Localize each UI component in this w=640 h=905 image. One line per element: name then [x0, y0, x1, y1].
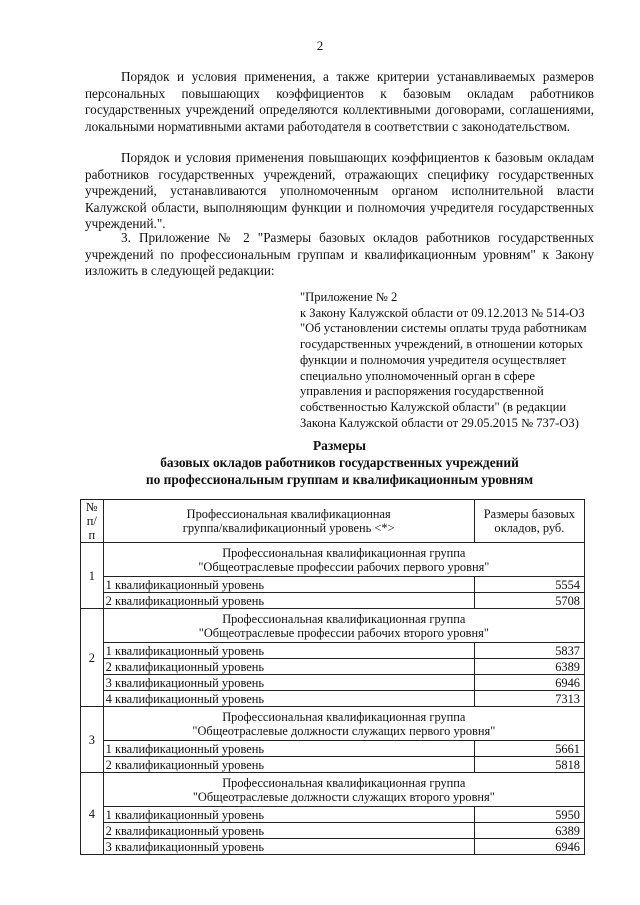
level-name: 3 квалификационный уровень	[103, 675, 474, 691]
level-value: 5708	[474, 593, 584, 609]
group-title	[103, 543, 584, 577]
level-value: 5950	[474, 807, 584, 823]
level-name: 4 квалификационный уровень	[103, 691, 474, 707]
paragraph-specific-coefficients: Порядок и условия применения повышающих коэффициентов к базовым окладам работников государственных учреждений, отражающих специфику государственных учреждений, устанавливаются уполномоченным органом исполнительной власти Калужской области, выполняющим функции и полномочия учредителя государственных учреждений.".	[85, 150, 594, 232]
table-title: Размеры	[312, 438, 367, 453]
level-value: 5818	[474, 757, 584, 773]
table-row	[81, 823, 585, 839]
level-name: 2 квалификационный уровень	[103, 823, 474, 839]
header-name-cell	[103, 500, 474, 543]
table-row	[81, 659, 585, 675]
level-name: 2 квалификационный уровень	[103, 757, 474, 773]
group-number: 2	[81, 609, 104, 707]
level-value: 6389	[474, 823, 584, 839]
group-number: 1	[81, 543, 104, 609]
group-row	[81, 773, 585, 807]
group-title	[103, 707, 584, 741]
group-row	[81, 707, 585, 741]
group-row	[81, 543, 585, 577]
group-title	[103, 773, 584, 807]
table-row	[81, 691, 585, 707]
table-subtitle: базовых окладов работников государственных учреждений	[160, 455, 519, 470]
annex-line: "Об установлении системы оплаты труда работникам	[300, 321, 587, 336]
group-title-line: Профессиональная квалификационная группа	[222, 611, 466, 626]
group-title	[103, 609, 584, 643]
annex-line: к Закону Калужской области от 09.12.2013 № 514-ОЗ	[300, 305, 585, 320]
annex-line: функции и полномочия учредителя осуществляет	[300, 352, 566, 367]
annex-line: "Приложение № 2	[300, 290, 398, 304]
level-value: 6389	[474, 659, 584, 675]
group-title-line: "Общеотраслевые профессии рабочих первого уровня"	[198, 559, 490, 574]
header-number-label: п/п	[86, 514, 97, 542]
group-number: 3	[81, 707, 104, 773]
header-value-label: окладов, руб.	[494, 521, 565, 535]
header-value-label: Размеры базовых	[483, 507, 575, 521]
header-number-cell	[81, 500, 104, 543]
annex-line: Закона Калужской области от 29.05.2015 № 737-ОЗ)	[300, 415, 579, 430]
level-value: 6946	[474, 675, 584, 691]
table-header-row	[81, 500, 585, 543]
level-name: 2 квалификационный уровень	[103, 593, 474, 609]
group-row	[81, 609, 585, 643]
group-title-line: "Общеотраслевые должности служащих второго уровня"	[192, 789, 495, 804]
level-name: 1 квалификационный уровень	[103, 741, 474, 757]
group-title-line: Профессиональная квалификационная группа	[222, 775, 466, 790]
table-row	[81, 757, 585, 773]
annex-line: управления и распоряжения государственной	[300, 384, 544, 399]
level-name: 1 квалификационный уровень	[103, 577, 474, 593]
group-title-line: "Общеотраслевые должности служащих первого уровня"	[192, 723, 496, 738]
table-row	[81, 675, 585, 691]
header-name-label: группа/квалификационный уровень <*>	[182, 521, 395, 535]
paragraph-annex-amendment: 3. Приложение № 2 "Размеры базовых окладов работников государственных учреждений по профессиональным группам и квалификационным уровням" к Закону изложить в следующей редакции:	[85, 230, 594, 279]
level-value: 7313	[474, 691, 584, 707]
level-name: 1 квалификационный уровень	[103, 807, 474, 823]
table-row	[81, 807, 585, 823]
level-value: 6946	[474, 839, 584, 855]
paragraph-personal-coefficients: Порядок и условия применения, а также критерии устанавливаемых размеров персональных повышающих коэффициентов к базовым окладам работников государственных учреждений определяются коллективными договорами, соглашениями, локальными нормативными актами работодателя в соответствии с законодательством.	[85, 69, 594, 134]
annex-line: собственностью Калужской области" (в редакции	[300, 399, 567, 414]
group-title-line: "Общеотраслевые профессии рабочих второго уровня"	[198, 625, 489, 640]
table-row	[81, 643, 585, 659]
table-subtitle: по профессиональным группам и квалификационным уровням	[145, 472, 534, 487]
table-row	[81, 741, 585, 757]
level-name: 3 квалификационный уровень	[103, 839, 474, 855]
header-name-label: Профессиональная квалификационная	[186, 507, 391, 521]
group-title-line: Профессиональная квалификационная группа	[222, 709, 466, 724]
page-number: 2	[316, 38, 324, 53]
group-title-line: Профессиональная квалификационная группа	[222, 545, 466, 560]
annex-line: специально уполномоченный орган в сфере	[300, 368, 535, 383]
level-name: 1 квалификационный уровень	[103, 643, 474, 659]
annex-reference-block	[300, 290, 600, 431]
level-value: 5837	[474, 643, 584, 659]
table-row	[81, 593, 585, 609]
header-value-cell	[474, 500, 584, 543]
header-number-label: №	[85, 500, 98, 514]
table-row	[81, 839, 585, 855]
group-number: 4	[81, 773, 104, 855]
annex-line: государственных учреждений, в отношении которых	[300, 337, 584, 352]
level-name: 2 квалификационный уровень	[103, 659, 474, 675]
base-salary-table	[80, 499, 585, 855]
level-value: 5554	[474, 577, 584, 593]
level-value: 5661	[474, 741, 584, 757]
table-row	[81, 577, 585, 593]
